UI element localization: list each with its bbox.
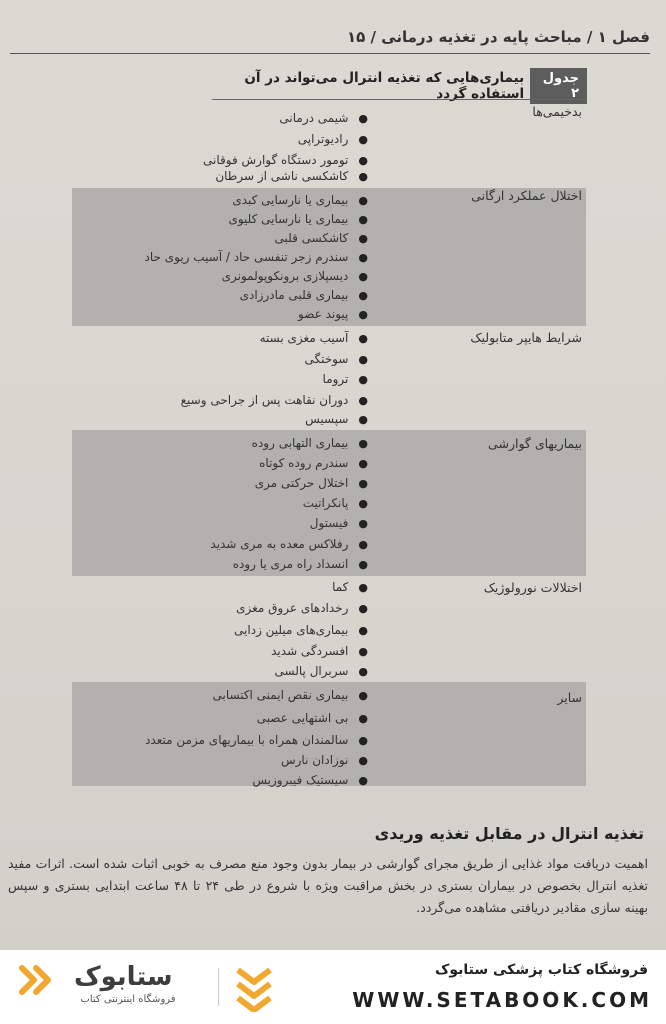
table-number-tag: جدول ۲ — [530, 68, 587, 104]
list-item: ● آسیب مغزی بسته — [259, 331, 368, 345]
bullet-icon: ● — [358, 601, 368, 615]
bullet-icon: ● — [358, 580, 368, 594]
logo-chevron-icon — [18, 960, 70, 1000]
bullet-icon: ● — [358, 169, 368, 183]
footer-divider — [218, 968, 219, 1006]
category-label: اختلال عملکرد ارگانی — [471, 188, 582, 203]
bullet-icon: ● — [358, 711, 368, 725]
list-item: ● سوختگی — [304, 352, 368, 366]
footer-banner — [0, 950, 666, 1024]
bullet-icon: ● — [358, 307, 368, 321]
table-title: بیماری‌هایی که تغذیه انترال می‌تواند در آن استفاده گردد — [244, 69, 525, 102]
bullet-icon: ● — [358, 773, 368, 787]
bullet-icon: ● — [358, 250, 368, 264]
list-item: ● شیمی درمانی — [279, 111, 368, 125]
list-item: ● اختلال حرکتی مری — [254, 476, 368, 490]
bullet-icon: ● — [358, 132, 368, 146]
list-item: ● بی اشتهایی عصبی — [256, 711, 368, 725]
list-item: ● سندرم روده کوتاه — [259, 456, 368, 470]
bullet-icon: ● — [358, 352, 368, 366]
bullet-icon: ● — [358, 372, 368, 386]
logo-text: ستابوک — [74, 962, 173, 992]
running-head-text: فصل ۱ / مباحث پایه در تغذیه درمانی / ۱۵ — [346, 28, 650, 46]
list-item: ● بیماری یا نارسایی کلیوی — [228, 212, 368, 226]
bullet-icon: ● — [358, 393, 368, 407]
bullet-icon: ● — [358, 288, 368, 302]
list-item: ● بیماری التهابی روده — [251, 436, 368, 450]
list-item: ● بیماری قلبی مادرزادی — [239, 288, 368, 302]
list-item: ● پانکراتیت — [302, 496, 368, 510]
bullet-icon: ● — [358, 664, 368, 678]
bullet-icon: ● — [358, 733, 368, 747]
list-item: ● رادیوتراپی — [297, 132, 368, 146]
list-item: ● کما — [332, 580, 368, 594]
bullet-icon: ● — [358, 476, 368, 490]
bullet-icon: ● — [358, 436, 368, 450]
bullet-icon: ● — [358, 412, 368, 426]
list-item: ● بیماری‌های میلین زدایی — [234, 623, 368, 637]
section-heading: تغذیه انترال در مقابل تغذیه وریدی — [374, 824, 644, 843]
store-url[interactable]: WWW.SETABOOK.COM — [352, 988, 652, 1012]
list-item: ● انسداد راه مری یا روده — [232, 557, 368, 571]
list-item: ● سربرال پالسی — [274, 664, 368, 678]
category-label: بیماریهای گوارشی — [488, 436, 582, 451]
list-item: ● سندرم زجر تنفسی حاد / آسیب ریوی حاد — [144, 250, 368, 264]
list-item: ● سیستیک فیبروزیس — [252, 773, 368, 787]
bullet-icon: ● — [358, 557, 368, 571]
list-item: ● نوزادان نارس — [280, 753, 368, 767]
list-item: ● رفلاکس معده به مری شدید — [210, 537, 368, 551]
store-name: فروشگاه کتاب پزشکی ستابوک — [435, 962, 648, 978]
list-item: ● تروما — [322, 372, 368, 386]
category-label: سایر — [557, 690, 582, 705]
category-label: اختلالات نورولوژیک — [483, 580, 582, 595]
bullet-icon: ● — [358, 231, 368, 245]
body-paragraph: اهمیت دریافت مواد غذایی از طریق مجرای گوارشی در بیمار بدون وجود منع مصرف به خوبی اثبات شده است. اثرات مفید تغذیه انترال بخصوص در بیماران بستری در بخش مراقبت ویژه با شروع در طی ۲۴ تا ۴۸ ساعت ابتدایی بستری و سپس بهینه سازی مقادیر دریافتی مشاهده می‌گردد. — [8, 856, 649, 915]
list-item: ● رخدادهای عروق مغزی — [236, 601, 368, 615]
category-label: بدخیمی‌ها — [532, 104, 582, 119]
bullet-icon: ● — [358, 496, 368, 510]
list-item: ● تومور دستگاه گوارش فوقانی — [203, 153, 368, 167]
list-item: ● بیماری نقص ایمنی اکتسابی — [212, 688, 368, 702]
logo-subtitle: فروشگاه اینترنتی کتاب — [80, 994, 176, 1005]
bullet-icon: ● — [358, 688, 368, 702]
bullet-icon: ● — [358, 537, 368, 551]
list-item: ● دیسپلازی برونکوپولمونری — [221, 269, 368, 283]
list-item: ● فیستول — [309, 516, 368, 530]
bullet-icon: ● — [358, 153, 368, 167]
bullet-icon: ● — [358, 269, 368, 283]
bullet-icon: ● — [358, 331, 368, 345]
brand-chevrons-icon — [232, 964, 276, 1012]
bullet-icon: ● — [358, 456, 368, 470]
table-caption — [212, 69, 587, 102]
list-item: ● بیماری یا نارسایی کبدی — [232, 193, 368, 207]
bullet-icon: ● — [358, 623, 368, 637]
bullet-icon: ● — [358, 111, 368, 125]
list-item: ● افسردگی شدید — [271, 644, 368, 658]
bullet-icon: ● — [358, 212, 368, 226]
list-item: ● سپسیس — [305, 412, 368, 426]
bullet-icon: ● — [358, 516, 368, 530]
list-item: ● کاشکسی ناشی از سرطان — [215, 169, 368, 183]
bullet-icon: ● — [358, 644, 368, 658]
category-label: شرایط هایپر متابولیک — [470, 330, 582, 345]
list-item: ● کاشکسی قلبی — [274, 231, 368, 245]
running-head — [10, 28, 650, 46]
list-item: ● پیوند عضو — [298, 307, 368, 321]
bullet-icon: ● — [358, 753, 368, 767]
table-top-rule — [212, 99, 587, 100]
bullet-icon: ● — [358, 193, 368, 207]
list-item: ● دوران نقاهت پس از جراحی وسیع — [180, 393, 368, 407]
list-item: ● سالمندان همراه با بیماریهای مزمن متعدد — [145, 733, 368, 747]
setabook-logo — [18, 960, 208, 1015]
running-head-rule — [10, 53, 650, 54]
